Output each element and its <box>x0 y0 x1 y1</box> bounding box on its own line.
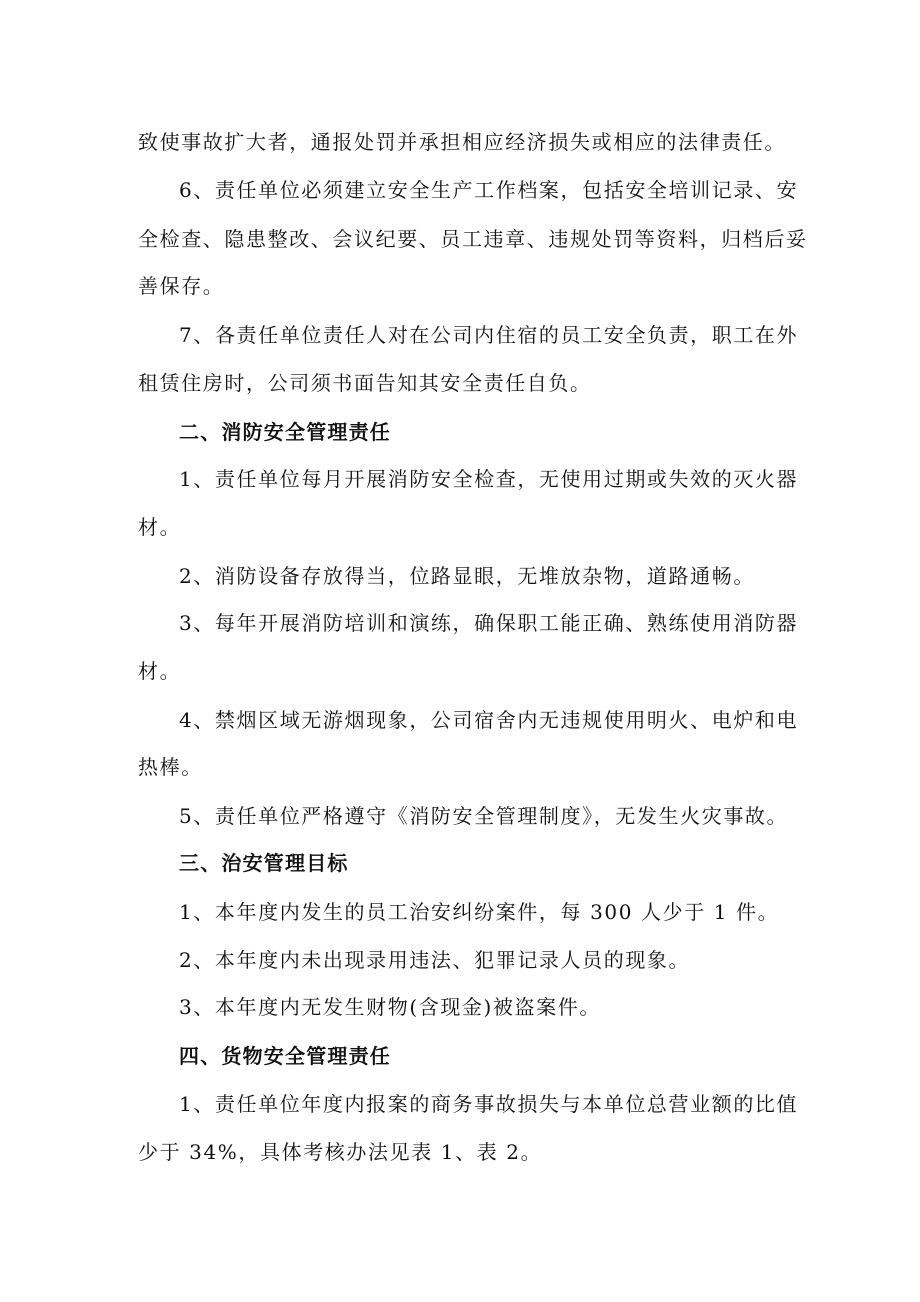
paragraph-line: 少于 34%，具体考核办法见表 1、表 2。 <box>138 1140 543 1164</box>
paragraph-line: 4、禁烟区域无游烟现象，公司宿舍内无违规使用明火、电炉和电 <box>179 708 799 732</box>
paragraph-line: 热棒。 <box>138 755 203 779</box>
paragraph-line: 7、各责任单位责任人对在公司内住宿的员工安全负责，职工在外 <box>179 323 799 347</box>
paragraph-line: 3、每年开展消防培训和演练，确保职工能正确、熟练使用消防器 <box>179 611 799 635</box>
paragraph-line: 材。 <box>138 659 182 683</box>
paragraph-line: 3、本年度内无发生财物(含现金)被盗案件。 <box>179 995 601 1019</box>
paragraph-line: 租赁住房时，公司须书面告知其安全责任自负。 <box>138 371 592 395</box>
paragraph-line: 材。 <box>138 515 182 539</box>
paragraph-line: 善保存。 <box>138 274 225 298</box>
section-heading: 二、消防安全管理责任 <box>179 420 391 444</box>
section-heading: 三、治安管理目标 <box>179 851 349 875</box>
paragraph-line: 1、责任单位每月开展消防安全检查，无使用过期或失效的灭火器 <box>179 467 799 491</box>
paragraph-line: 全检查、隐患整改、会议纪要、员工违章、违规处罚等资料，归档后妥 <box>138 227 808 251</box>
section-heading: 四、货物安全管理责任 <box>179 1044 391 1068</box>
paragraph-line: 1、责任单位年度内报案的商务事故损失与本单位总营业额的比值 <box>179 1092 799 1116</box>
paragraph-line: 1、本年度内发生的员工治安纠纷案件，每 300 人少于 1 件。 <box>179 900 780 924</box>
paragraph-line: 6、责任单位必须建立安全生产工作档案，包括安全培训记录、安 <box>179 178 799 202</box>
paragraph-line: 致使事故扩大者，通报处罚并承担相应经济损失或相应的法律责任。 <box>138 130 786 154</box>
paragraph-line: 2、本年度内未出现录用违法、犯罪记录人员的现象。 <box>179 948 691 972</box>
paragraph-line: 2、消防设备存放得当，位路显眼，无堆放杂物，道路通畅。 <box>179 564 755 588</box>
paragraph-line: 5、责任单位严格遵守《消防安全管理制度》，无发生火灾事故。 <box>179 804 789 828</box>
